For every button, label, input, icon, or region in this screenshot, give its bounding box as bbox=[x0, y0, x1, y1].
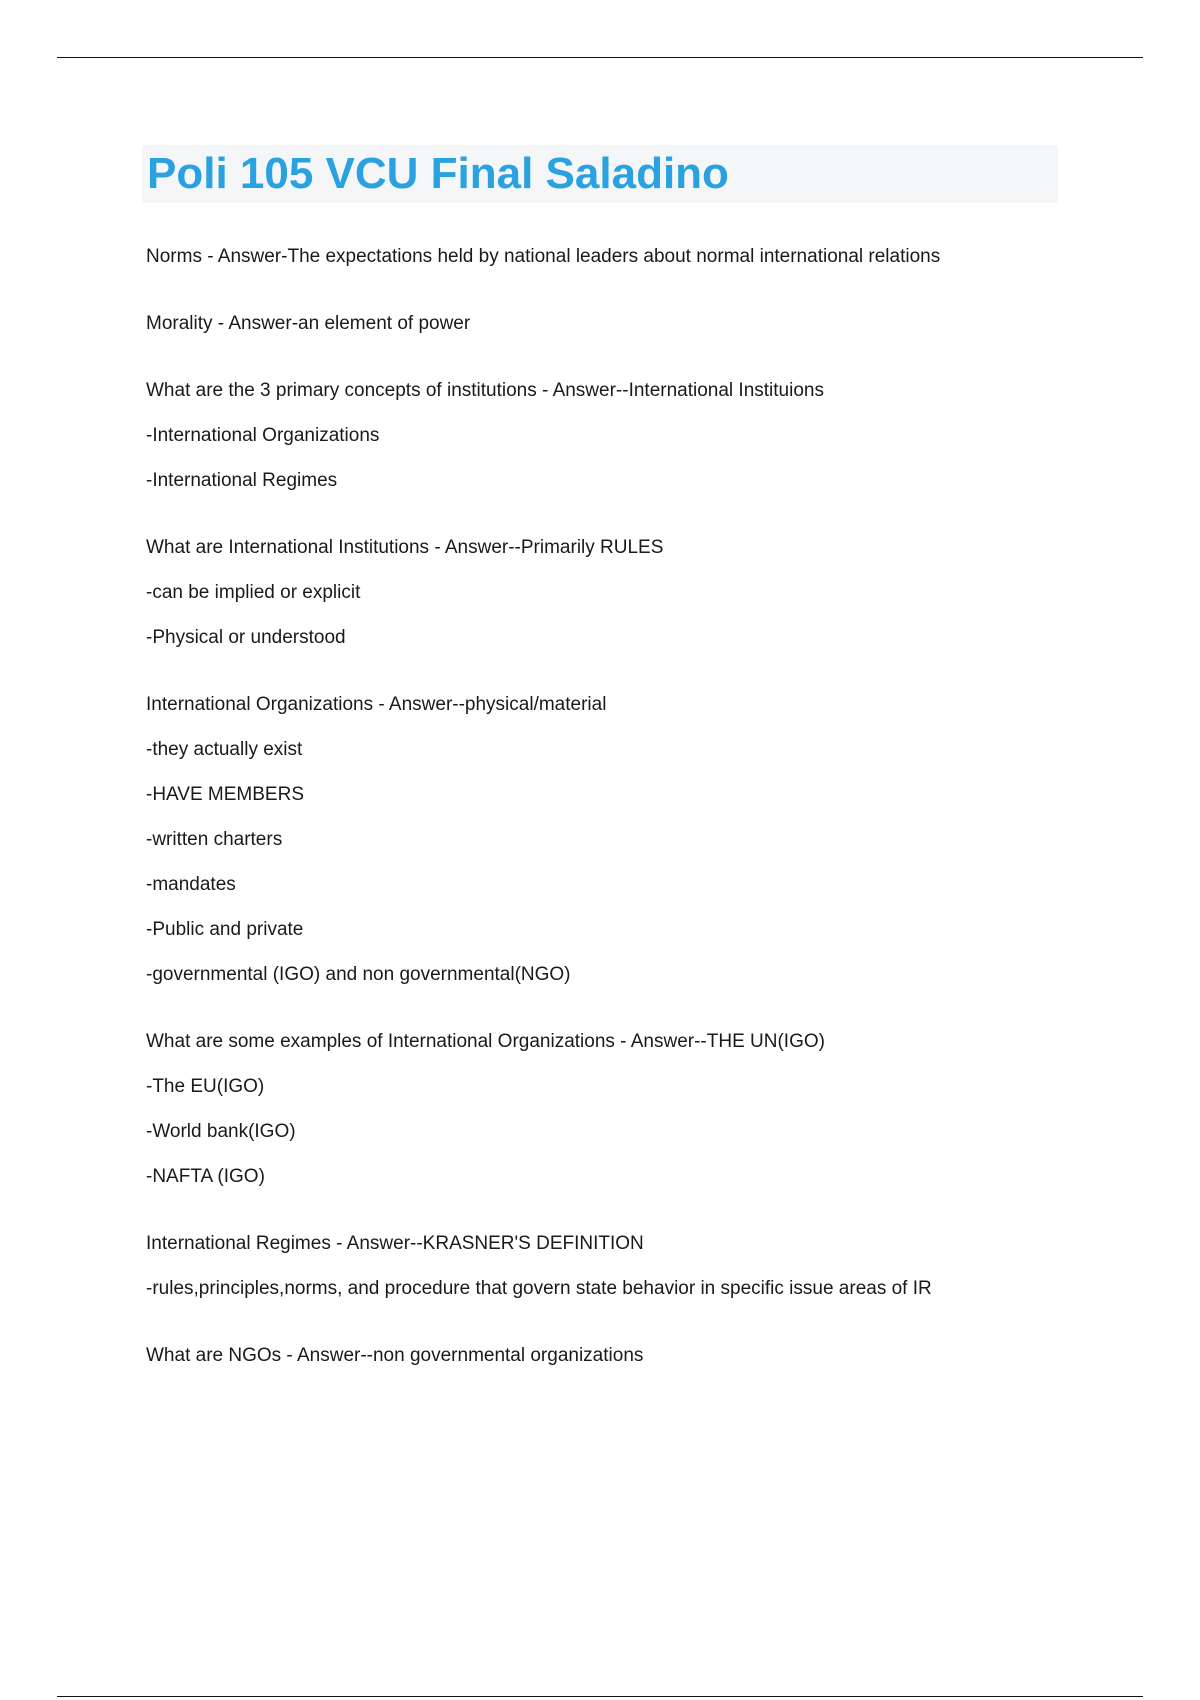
qa-entry bbox=[146, 694, 1146, 986]
qa-line: -rules,principles,norms, and procedure that govern state behavior in specific issue areas of IR bbox=[146, 1278, 932, 1299]
qa-line: -they actually exist bbox=[146, 739, 303, 760]
qa-entry bbox=[146, 313, 1146, 335]
qa-line: -can be implied or explicit bbox=[146, 582, 361, 603]
qa-entry bbox=[146, 1345, 1146, 1367]
qa-line: -The EU(IGO) bbox=[146, 1076, 265, 1097]
qa-line: -World bank(IGO) bbox=[146, 1121, 296, 1142]
qa-line: What are the 3 primary concepts of institutions - Answer--International Instituions bbox=[146, 380, 824, 401]
qa-line: What are International Institutions - Answer--Primarily RULES bbox=[146, 537, 664, 558]
qa-line: -HAVE MEMBERS bbox=[146, 784, 305, 805]
qa-entry bbox=[146, 537, 1146, 649]
qa-line: International Regimes - Answer--KRASNER'S DEFINITION bbox=[146, 1233, 644, 1254]
qa-line: -Physical or understood bbox=[146, 627, 346, 648]
qa-line: Norms - Answer-The expectations held by national leaders about normal international relations bbox=[146, 246, 941, 267]
qa-entry bbox=[146, 246, 1146, 268]
top-divider bbox=[57, 57, 1143, 58]
bottom-divider bbox=[57, 1696, 1143, 1697]
document-title: Poli 105 VCU Final Saladino bbox=[147, 149, 729, 198]
document-body bbox=[146, 246, 1146, 1412]
qa-line: -written charters bbox=[146, 829, 283, 850]
qa-entry bbox=[146, 1233, 1146, 1300]
qa-line: -International Organizations bbox=[146, 425, 380, 446]
qa-line: What are some examples of International Organizations - Answer--THE UN(IGO) bbox=[146, 1031, 825, 1052]
qa-line: Morality - Answer-an element of power bbox=[146, 313, 471, 334]
qa-entry bbox=[146, 380, 1146, 492]
qa-line: -Public and private bbox=[146, 919, 304, 940]
qa-line: -governmental (IGO) and non governmental(NGO) bbox=[146, 964, 571, 985]
qa-line: -mandates bbox=[146, 874, 236, 895]
qa-line: -NAFTA (IGO) bbox=[146, 1166, 265, 1187]
qa-line: -International Regimes bbox=[146, 470, 338, 491]
qa-line: International Organizations - Answer--physical/material bbox=[146, 694, 607, 715]
qa-entry bbox=[146, 1031, 1146, 1188]
qa-line: What are NGOs - Answer--non governmental organizations bbox=[146, 1345, 644, 1366]
